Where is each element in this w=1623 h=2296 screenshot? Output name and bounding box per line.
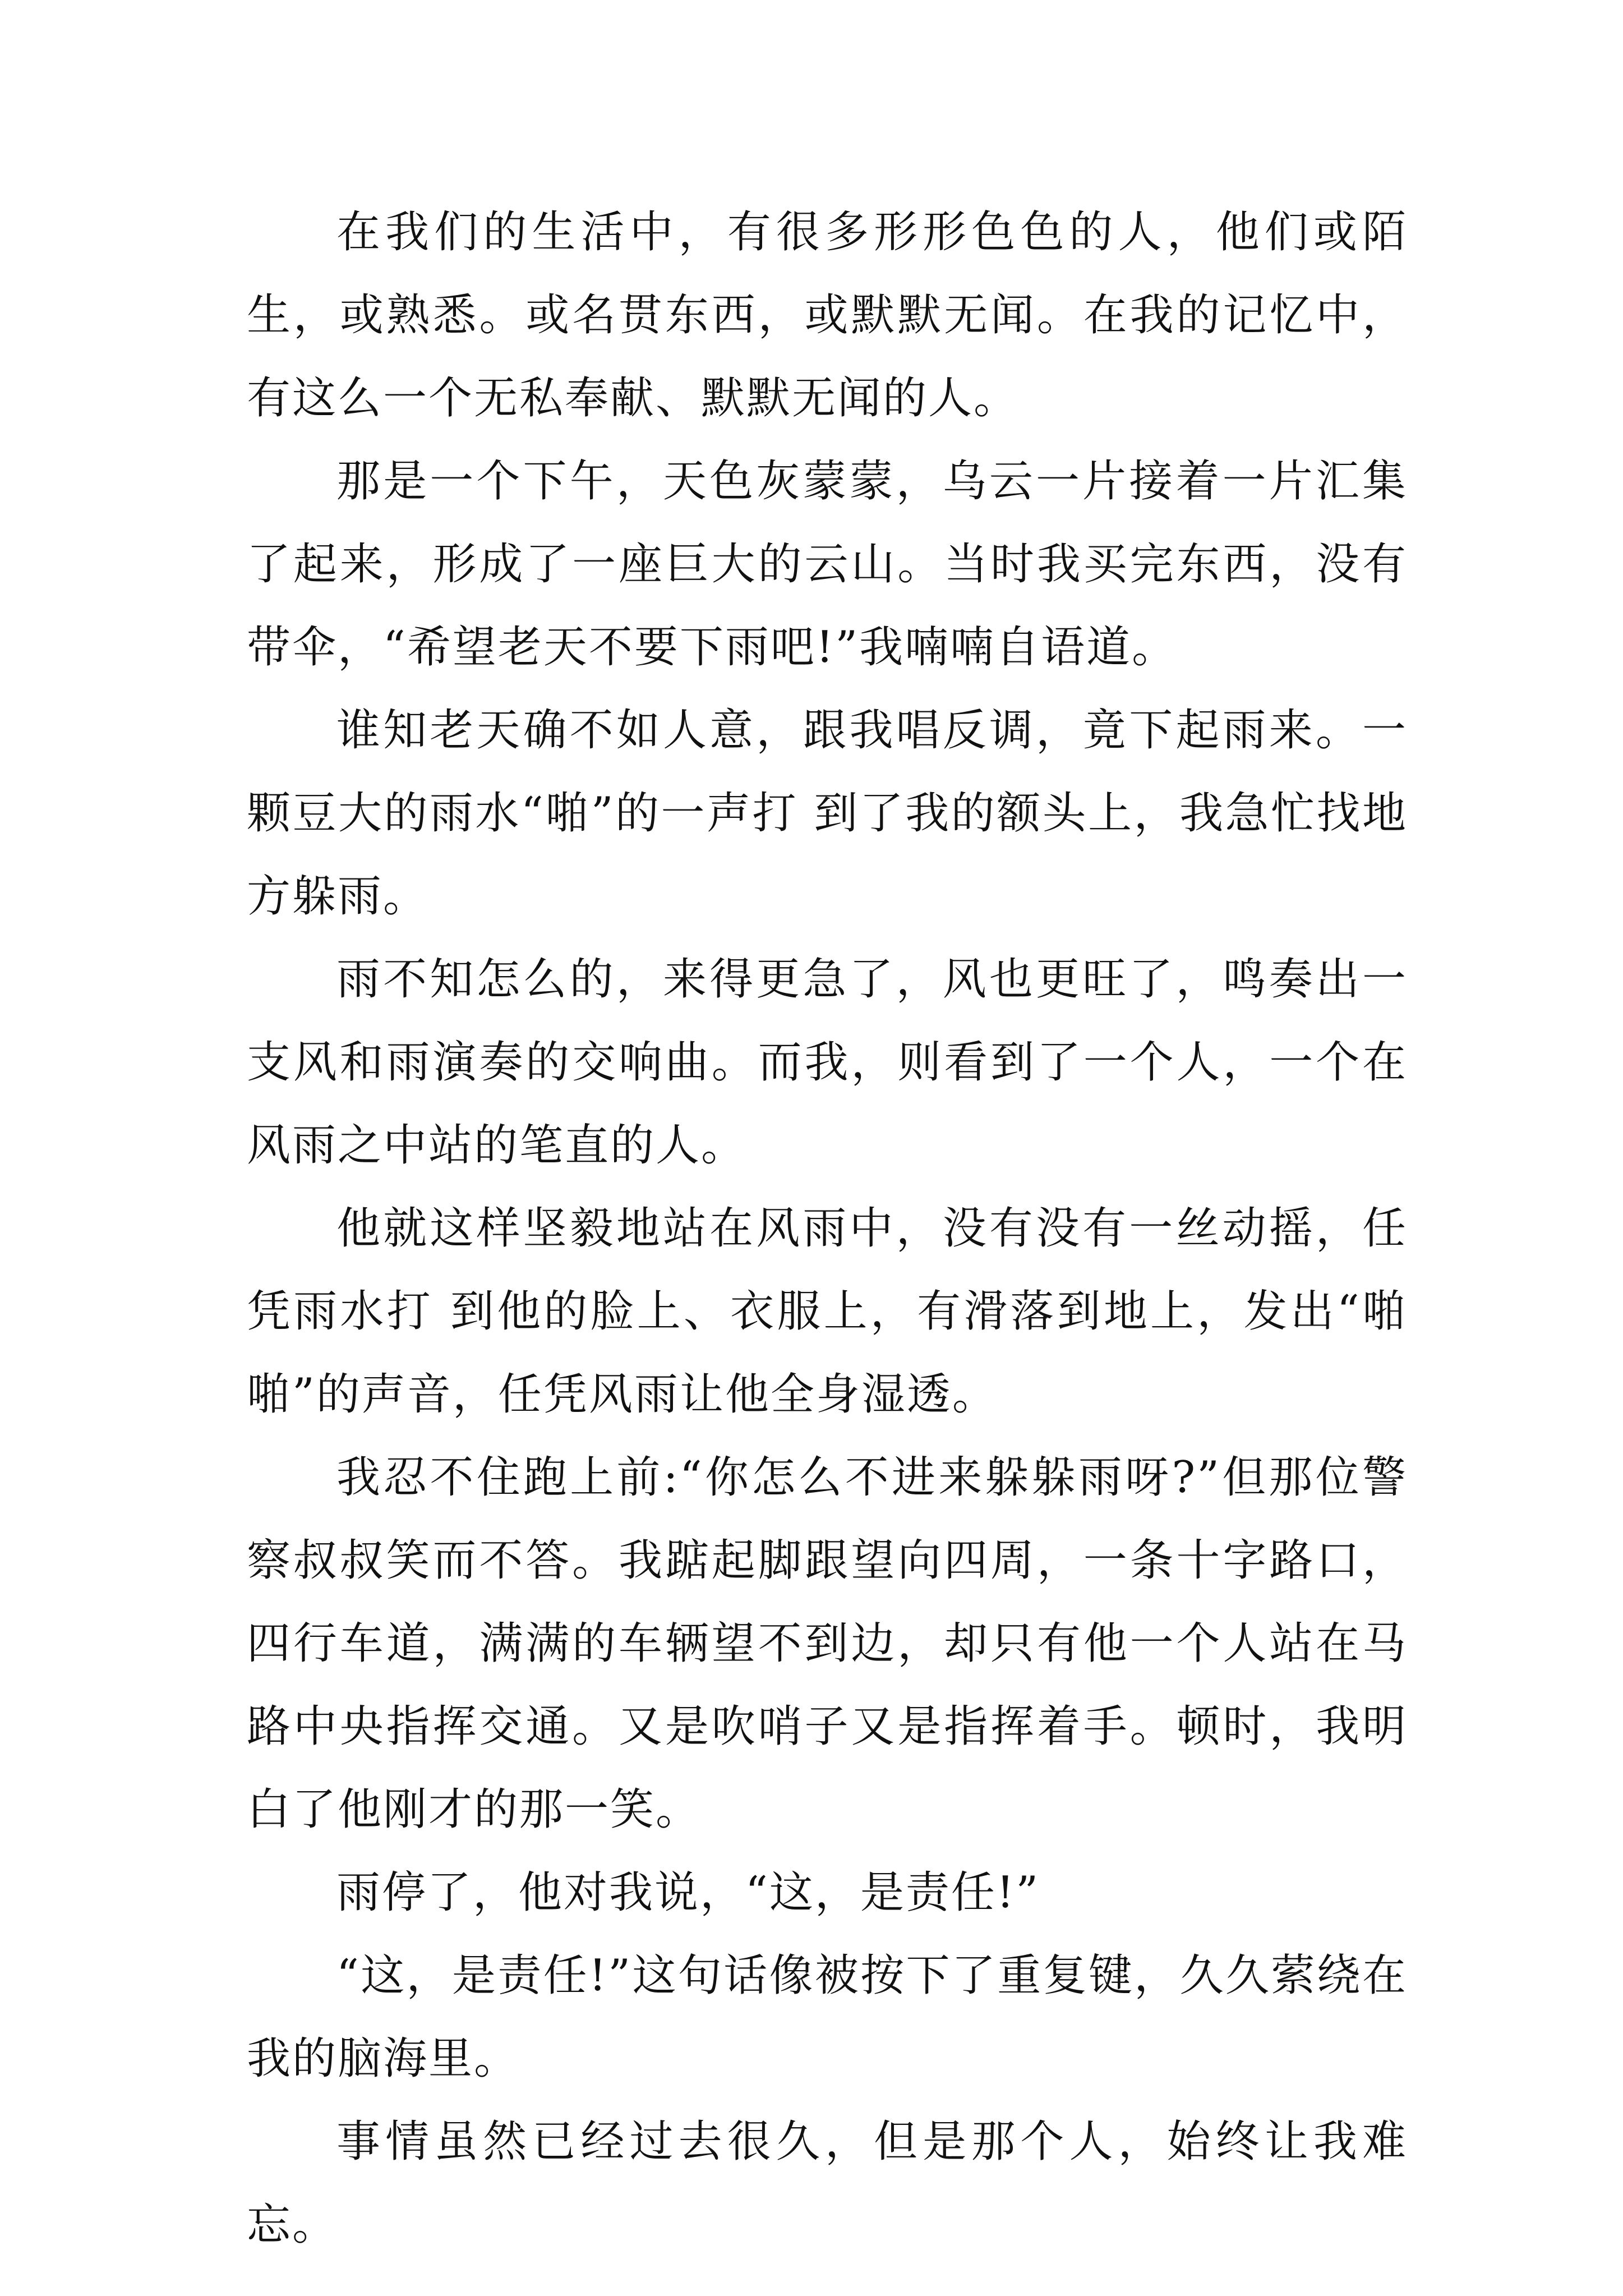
paragraph: 在我们的生活中，有很多形形色色的人，他们或陌生，或熟悉。或名贯东西，或默默无闻。在我的记忆中，有这么一个无私奉献、默默无闻的人。 (247, 207, 1408, 424)
paragraph: 谁知老天确不如人意，跟我唱反调，竟下起雨来。一颗豆大的雨水“啪”的一声打 到了我的额头上，我急忙找地方躲雨。 (247, 705, 1408, 922)
paragraph: 他就这样坚毅地站在风雨中，没有没有一丝动摇，任凭雨水打 到他的脸上、衣服上，有滑落到地上，发出“啪啪”的声音，任凭风雨让他全身湿透。 (247, 1203, 1408, 1420)
paragraph: 雨停了，他对我说，“这，是责任!” (336, 1867, 1040, 1918)
paragraph: 雨不知怎么的，来得更急了，风也更旺了，鸣奏出一支风和雨演奏的交响曲。而我，则看到了一个人，一个在风雨之中站的笔直的人。 (247, 954, 1408, 1171)
paragraph: 我忍不住跑上前:“你怎么不进来躲躲雨呀?”但那位警察叔叔笑而不答。我踮起脚跟望向四周，一条十字路口，四行车道，满满的车辆望不到边，却只有他一个人站在马路中央指挥交通。又是吹哨子又是指挥着手。顿时，我明白了他刚才的那一笑。 (247, 1452, 1408, 1835)
paragraph: 事情虽然已经过去很久，但是那个人，始终让我难忘。 (247, 2116, 1408, 2250)
essay-body (247, 191, 1408, 2266)
paragraph: “这，是责任!”这句话像被按下了重复键，久久萦绕在我的脑海里。 (247, 1950, 1408, 2084)
paragraph: 那是一个下午，天色灰蒙蒙，乌云一片接着一片汇集了起来，形成了一座巨大的云山。当时我买完东西，没有带伞，“希望老天不要下雨吧!”我喃喃自语道。 (247, 456, 1408, 673)
